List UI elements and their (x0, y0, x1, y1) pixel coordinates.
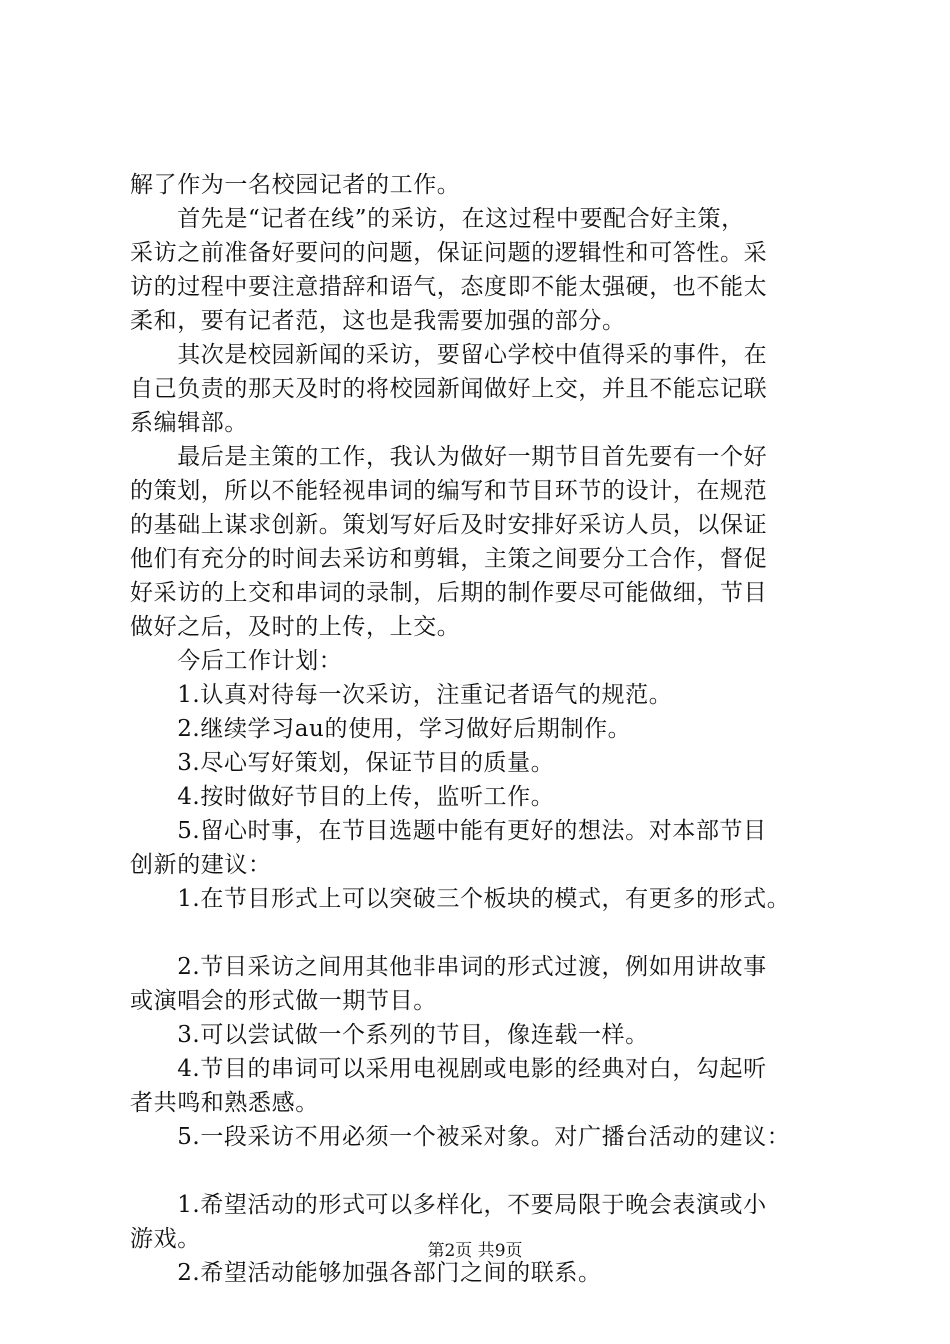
text-line: 的基础上谋求创新。策划写好后及时安排好采访人员，以保证 (130, 512, 768, 538)
text-line: 好采访的上交和串词的录制，后期的制作要尽可能做细，节目 (130, 580, 768, 606)
blank-line (130, 1154, 850, 1188)
text-line: 3.尽心写好策划，保证节目的质量。 (130, 750, 555, 776)
text-line: 4.节目的串词可以采用电视剧或电影的经典对白，勾起听 (130, 1056, 767, 1082)
text-line: 5.留心时事，在节目选题中能有更好的想法。对本部节目 (130, 818, 767, 844)
text-line: 采访之前准备好要问的问题，保证问题的逻辑性和可答性。采 (130, 240, 768, 266)
text-line: 其次是校园新闻的采访，要留心学校中值得采的事件，在 (130, 342, 768, 368)
text-line: 首先是“记者在线”的采访，在这过程中要配合好主策， (130, 206, 745, 232)
text-line: 或演唱会的形式做一期节目。 (130, 988, 437, 1014)
text-line: 访的过程中要注意措辞和语气，态度即不能太强硬，也不能太 (130, 274, 768, 300)
text-line: 系编辑部。 (130, 410, 248, 436)
text-line: 他们有充分的时间去采访和剪辑，主策之间要分工合作，督促 (130, 546, 768, 572)
text-line: 最后是主策的工作，我认为做好一期节目首先要有一个好 (130, 444, 768, 470)
text-line: 1.认真对待每一次采访，注重记者语气的规范。 (130, 682, 673, 708)
text-line: 4.按时做好节目的上传，监听工作。 (130, 784, 555, 810)
text-line: 3.可以尝试做一个系列的节目，像连载一样。 (130, 1022, 649, 1048)
text-line: 创新的建议： (130, 852, 272, 878)
text-line: 自己负责的那天及时的将校园新闻做好上交，并且不能忘记联 (130, 376, 768, 402)
text-line: 解了作为一名校园记者的工作。 (130, 172, 461, 198)
text-line: 者共鸣和熟悉感。 (130, 1090, 319, 1116)
document-body (130, 168, 850, 1290)
text-line: 2.节目采访之间用其他非串词的形式过渡，例如用讲故事 (130, 954, 767, 980)
text-line: 2.希望活动能够加强各部门之间的联系。 (130, 1260, 602, 1286)
page-number-footer: 第2页 共9页 (427, 1241, 523, 1261)
text-line: 1.在节目形式上可以突破三个板块的模式，有更多的形式。 (130, 886, 791, 912)
text-line: 5.一段采访不用必须一个被采对象。对广播台活动的建议： (130, 1124, 791, 1150)
text-line: 今后工作计划： (130, 648, 343, 674)
blank-line (130, 916, 850, 950)
text-line: 2.继续学习au的使用，学习做好后期制作。 (130, 716, 632, 742)
text-line: 做好之后，及时的上传，上交。 (130, 614, 461, 640)
text-line: 的策划，所以不能轻视串词的编写和节目环节的设计，在规范 (130, 478, 768, 504)
text-line: 游戏。 (130, 1226, 201, 1252)
text-line: 1.希望活动的形式可以多样化，不要局限于晚会表演或小 (130, 1192, 767, 1218)
text-line: 柔和，要有记者范，这也是我需要加强的部分。 (130, 308, 626, 334)
